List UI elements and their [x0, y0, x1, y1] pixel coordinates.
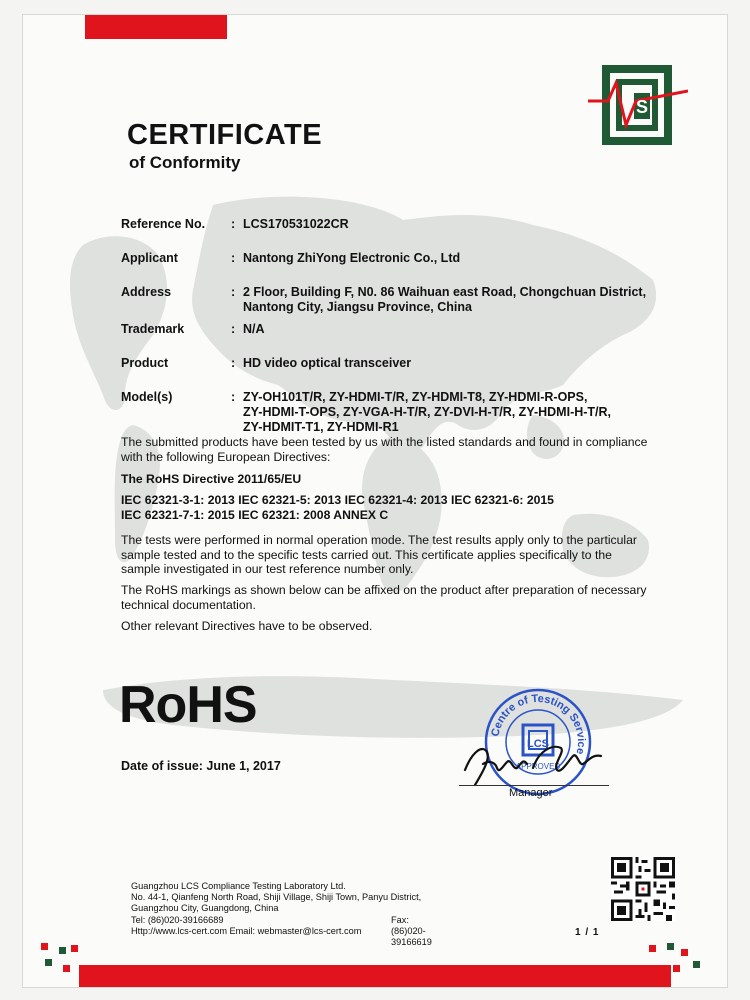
- certificate-title: CERTIFICATE: [127, 119, 323, 151]
- trademark-colon: :: [231, 322, 236, 336]
- markings-line-1: The RoHS markings as shown below can be affixed on the product after preparation of necessary: [121, 583, 647, 597]
- product-colon: :: [231, 356, 236, 370]
- intro-line-2: with the following European Directives:: [121, 449, 331, 464]
- signatory-title: Manager: [509, 787, 553, 799]
- standards-line-1: IEC 62321-3-1: 2013 IEC 62321-5: 2013 IEC 62321-4: 2013 IEC 62321-6: 2015: [121, 493, 554, 507]
- svg-text:Centre of Testing Service: Centre of Testing Service: [489, 692, 588, 756]
- reference-colon: :: [231, 217, 236, 231]
- address-line-2: Nantong City, Jiangsu Province, China: [243, 300, 472, 314]
- corner-square: [71, 945, 78, 952]
- corner-square: [649, 945, 656, 952]
- certificate-page: [22, 14, 728, 988]
- qr-code-icon: [611, 857, 675, 921]
- reference-label: Reference No.: [121, 217, 206, 231]
- models-label: Model(s): [121, 390, 173, 404]
- standards-paragraph: [121, 493, 661, 522]
- corner-square: [41, 943, 48, 950]
- corner-square: [673, 965, 680, 972]
- svg-text:LCS: LCS: [527, 738, 549, 750]
- address-colon: :: [231, 285, 236, 299]
- models-value: [243, 390, 611, 435]
- lab-address-block: [131, 881, 432, 948]
- footer-address-1: No. 44-1, Qianfeng North Road, Shiji Village, Shiji Town, Panyu District,: [131, 892, 422, 903]
- address-value: [243, 285, 646, 315]
- address-label: Address: [121, 285, 172, 299]
- other-directives: Other relevant Directives have to be observed.: [121, 619, 373, 633]
- corner-square: [693, 961, 700, 968]
- trademark-value: N/A: [243, 322, 265, 336]
- product-value: HD video optical transceiver: [243, 356, 412, 370]
- applicant-value: Nantong ZhiYong Electronic Co., Ltd: [243, 251, 461, 265]
- reference-value: LCS170531022CR: [243, 217, 349, 231]
- page-number: 1 / 1: [575, 927, 600, 938]
- corner-square: [59, 947, 66, 954]
- svg-text:APPROVED: APPROVED: [515, 762, 561, 771]
- trademark-label: Trademark: [121, 322, 185, 336]
- applicant-colon: :: [231, 251, 236, 265]
- product-label: Product: [121, 356, 169, 370]
- tests-paragraph: [121, 533, 661, 577]
- lcs-logo-icon: [588, 63, 688, 149]
- footer-address-2: Guangzhou City, Guangdong, China: [131, 903, 279, 914]
- manager-signature-icon: [453, 730, 613, 790]
- corner-square: [45, 959, 52, 966]
- svg-text:S: S: [635, 97, 649, 117]
- models-line-1: ZY-OH101T/R, ZY-HDMI-T/R, ZY-HDMI-T8, ZY-HDMI-R-OPS,: [243, 390, 588, 404]
- corner-square: [681, 949, 688, 956]
- markings-line-2: technical documentation.: [121, 597, 256, 612]
- standards-line-2: IEC 62321-7-1: 2015 IEC 62321: 2008 ANNEX C: [121, 507, 389, 522]
- tests-line-1: The tests were performed in normal operation mode. The test results apply only to the particular: [121, 533, 637, 547]
- tests-line-2: sample tested and to the specific tests carried out. This certificate applies specifically to the: [121, 547, 612, 562]
- corner-square: [63, 965, 70, 972]
- footer-tel: Tel: (86)020-39166689: [131, 914, 224, 925]
- intro-line-1: The submitted products have been tested by us with the listed standards and found in compliance: [121, 435, 648, 449]
- intro-paragraph: [121, 435, 661, 464]
- models-line-2: ZY-HDMI-T-OPS, ZY-VGA-H-T/R, ZY-DVI-H-T/R, ZY-HDMI-H-T/R,: [243, 405, 612, 419]
- footer-web-email: Http://www.lcs-cert.com Email: webmaster@lcs-cert.com: [131, 925, 362, 936]
- corner-square: [667, 943, 674, 950]
- models-line-3: ZY-HDMIT-T1, ZY-HDMI-R1: [243, 420, 399, 434]
- tests-line-3: sample investigated in our test reference number only.: [121, 562, 414, 576]
- bottom-red-bar: [79, 965, 671, 987]
- rohs-mark: RoHS: [119, 676, 257, 734]
- top-red-bar: [85, 15, 227, 39]
- certificate-subtitle: of Conformity: [129, 153, 241, 172]
- signature-line: [459, 785, 609, 786]
- footer-lab-name: Guangzhou LCS Compliance Testing Laboratory Ltd.: [131, 881, 346, 891]
- issue-date: Date of issue: June 1, 2017: [121, 759, 281, 773]
- address-line-1: 2 Floor, Building F, N0. 86 Waihuan east Road, Chongchuan District,: [243, 285, 647, 299]
- footer-fax: Fax: (86)020-39166619: [391, 914, 432, 948]
- directive-line: The RoHS Directive 2011/65/EU: [121, 472, 302, 486]
- applicant-label: Applicant: [121, 251, 178, 265]
- models-colon: :: [231, 390, 236, 404]
- markings-paragraph: [121, 583, 661, 612]
